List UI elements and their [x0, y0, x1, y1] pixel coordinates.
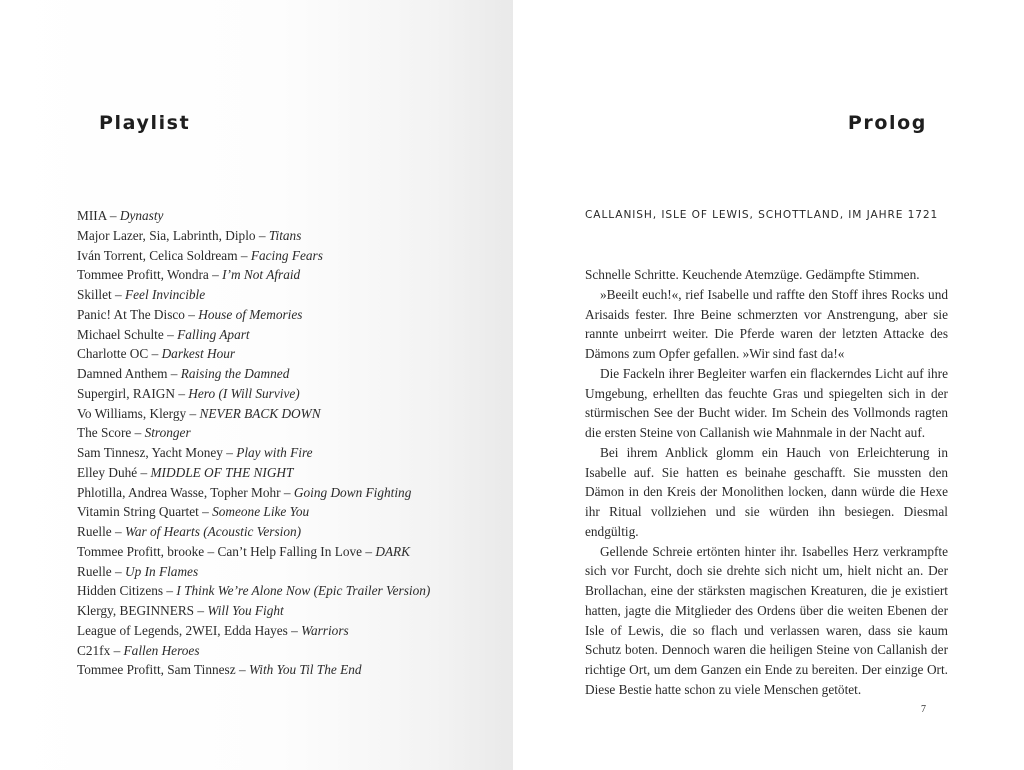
- track-title: Falling Apart: [177, 326, 250, 342]
- track-title: Dynasty: [119, 208, 164, 223]
- track-artist: Charlotte OC: [77, 346, 149, 362]
- track-title: Fallen Heroes: [123, 642, 200, 658]
- playlist-track: Sam Tinnesz, Yacht Money – Play with Fire: [77, 445, 313, 460]
- track-artist: Hidden Citizens: [77, 583, 164, 599]
- track-artist: Tommee Profitt, brooke – Can’t Help Falling In Love: [77, 543, 363, 559]
- playlist: [77, 206, 430, 680]
- track-artist: Panic! At The Disco: [77, 306, 185, 322]
- track-artist: Sam Tinnesz, Yacht Money: [77, 445, 223, 460]
- playlist-track: Michael Schulte – Falling Apart: [77, 326, 250, 342]
- track-title: Darkest Hour: [161, 346, 236, 362]
- playlist-track: The Score – Stronger: [77, 425, 191, 441]
- track-artist: Supergirl, RAIGN: [77, 385, 175, 401]
- track-artist: Skillet: [77, 287, 112, 302]
- track-title: War of Hearts (Acoustic Version): [125, 524, 302, 539]
- track-title: NEVER BACK DOWN: [199, 405, 321, 421]
- playlist-track: League of Legends, 2WEI, Edda Hayes – Warriors: [77, 622, 349, 638]
- track-artist: Phlotilla, Andrea Wasse, Topher Mohr: [77, 484, 281, 500]
- playlist-track: Tommee Profitt, Wondra – I’m Not Afraid: [77, 267, 301, 283]
- track-title: Stronger: [144, 425, 191, 441]
- playlist-track: Vo Williams, Klergy – NEVER BACK DOWN: [77, 405, 321, 421]
- body-paragraph: Die Fackeln ihrer Begleiter warfen ein flackerndes Licht auf ihre Umgebung, erhellten das feuchte Gras und spiegelten sich in der stürmischen See der Bucht wider. Im Schein des Vollmonds ragten die ersten Steine von Callanish wie Mahnmale in der Nacht auf.: [585, 365, 948, 440]
- chapter-heading: Prolog: [847, 112, 927, 134]
- playlist-track: Tommee Profitt, brooke – Can’t Help Falling In Love – DARK: [77, 543, 411, 559]
- track-artist: C21fx: [77, 642, 111, 658]
- playlist-heading: Playlist: [99, 112, 191, 134]
- body-paragraph: Gellende Schreie ertönten hinter ihr. Isabelles Herz verkrampfte sich vor Furcht, doch sie drehte sich nicht um, hielt nicht an. Der Brollachan, eine der stärksten magischen Kreaturen, die je existiert hatten, jagte die Mitglieder des Ordens über die weiten Ebenen der Isle of Lewis, die so flach und verlassen waren, dass sie kaum Schutz boten. Dennoch waren die heiligen Steine von Callanish der richtige Ort, um dem Ganzen ein Ende zu bereiten. Der einzige Ort. Diese Bestie hatte schon zu viele Menschen getötet.: [585, 543, 948, 697]
- playlist-track: Major Lazer, Sia, Labrinth, Diplo – Titans: [77, 227, 302, 243]
- track-artist: Vo Williams, Klergy: [77, 405, 187, 421]
- right-page: [513, 0, 1024, 770]
- track-artist: Tommee Profitt, Sam Tinnesz: [77, 662, 236, 678]
- body-paragraph: Schnelle Schritte. Keuchende Atemzüge. Gedämpfte Stimmen.: [585, 267, 920, 282]
- playlist-track: Elley Duhé – MIDDLE OF THE NIGHT: [77, 464, 294, 480]
- track-artist: The Score: [77, 425, 132, 441]
- body-paragraph: »Beeilt euch!«, rief Isabelle und raffte den Stoff ihres Rocks und Arisaids fester. Ihre Beine schmerzten vor Anstrengung, aber sie rannte unbeirrt weiter. Die Pferde waren der letzten Attacke des Dämons zum Opfer gefallen. »Wir sind fast da!«: [585, 286, 948, 361]
- playlist-track: Ruelle – Up In Flames: [77, 563, 199, 579]
- playlist-track: Hidden Citizens – I Think We’re Alone Now (Epic Trailer Version): [77, 583, 431, 599]
- page-number: 7: [921, 704, 926, 715]
- track-artist: Ruelle: [77, 563, 112, 579]
- playlist-track: C21fx – Fallen Heroes: [77, 642, 200, 658]
- track-title: Facing Fears: [250, 247, 323, 263]
- track-artist: Elley Duhé: [77, 464, 138, 480]
- track-artist: Iván Torrent, Celica Soldream: [77, 247, 238, 263]
- track-title: MIDDLE OF THE NIGHT: [150, 464, 294, 480]
- playlist-track: Ruelle – War of Hearts (Acoustic Version): [77, 524, 302, 539]
- track-artist: Damned Anthem: [77, 366, 168, 381]
- track-title: I’m Not Afraid: [222, 267, 301, 283]
- chapter-location: CALLANISH, ISLE OF LEWIS, SCHOTTLAND, IM JAHRE 1721: [585, 209, 939, 221]
- track-title: Raising the Damned: [180, 366, 290, 381]
- track-artist: Major Lazer, Sia, Labrinth, Diplo: [77, 227, 256, 243]
- playlist-track: Klergy, BEGINNERS – Will You Fight: [77, 603, 284, 618]
- track-title: DARK: [375, 543, 411, 559]
- track-artist: Ruelle: [77, 524, 112, 539]
- track-artist: MIIA: [77, 208, 107, 223]
- track-title: House of Memories: [198, 306, 303, 322]
- track-title: Play with Fire: [236, 445, 313, 460]
- body-paragraph: Bei ihrem Anblick glomm ein Hauch von Erleichterung in Isabelle auf. Sie hatten es beinahe geschafft. Sie mussten den Dämon in den Kreis der Monolithen locken, dann würde die Hexe ihr Ritual vollziehen und sie würden ihn besiegen. Diesmal endgültig.: [585, 444, 948, 539]
- track-title: Will You Fight: [207, 603, 284, 618]
- track-artist: League of Legends, 2WEI, Edda Hayes: [77, 622, 288, 638]
- chapter-body: [585, 265, 948, 700]
- playlist-track: Iván Torrent, Celica Soldream – Facing Fears: [77, 247, 323, 263]
- track-title: With You Til The End: [248, 662, 362, 678]
- track-artist: Tommee Profitt, Wondra: [77, 267, 213, 283]
- playlist-track: MIIA – Dynasty: [77, 208, 164, 223]
- track-title: I Think We’re Alone Now (Epic Trailer Version): [176, 583, 431, 599]
- playlist-track: Phlotilla, Andrea Wasse, Topher Mohr – Going Down Fighting: [77, 484, 412, 500]
- track-artist: Klergy, BEGINNERS: [77, 603, 195, 618]
- track-title: Someone Like You: [212, 504, 310, 520]
- track-title: Up In Flames: [125, 563, 199, 579]
- track-title: Hero (I Will Survive): [188, 385, 300, 401]
- playlist-track: Panic! At The Disco – House of Memories: [77, 306, 303, 322]
- track-title: Going Down Fighting: [293, 484, 412, 500]
- track-artist: Michael Schulte: [77, 326, 164, 342]
- playlist-track: Tommee Profitt, Sam Tinnesz – With You Til The End: [77, 662, 362, 678]
- playlist-track: Charlotte OC – Darkest Hour: [77, 346, 236, 362]
- playlist-track: Damned Anthem – Raising the Damned: [77, 366, 290, 381]
- playlist-track: Skillet – Feel Invincible: [77, 287, 206, 302]
- track-title: Feel Invincible: [125, 287, 206, 302]
- track-artist: Vitamin String Quartet: [77, 504, 199, 520]
- track-title: Warriors: [301, 622, 349, 638]
- track-title: Titans: [268, 227, 302, 243]
- playlist-track: Vitamin String Quartet – Someone Like You: [77, 504, 310, 520]
- playlist-track: Supergirl, RAIGN – Hero (I Will Survive): [77, 385, 300, 401]
